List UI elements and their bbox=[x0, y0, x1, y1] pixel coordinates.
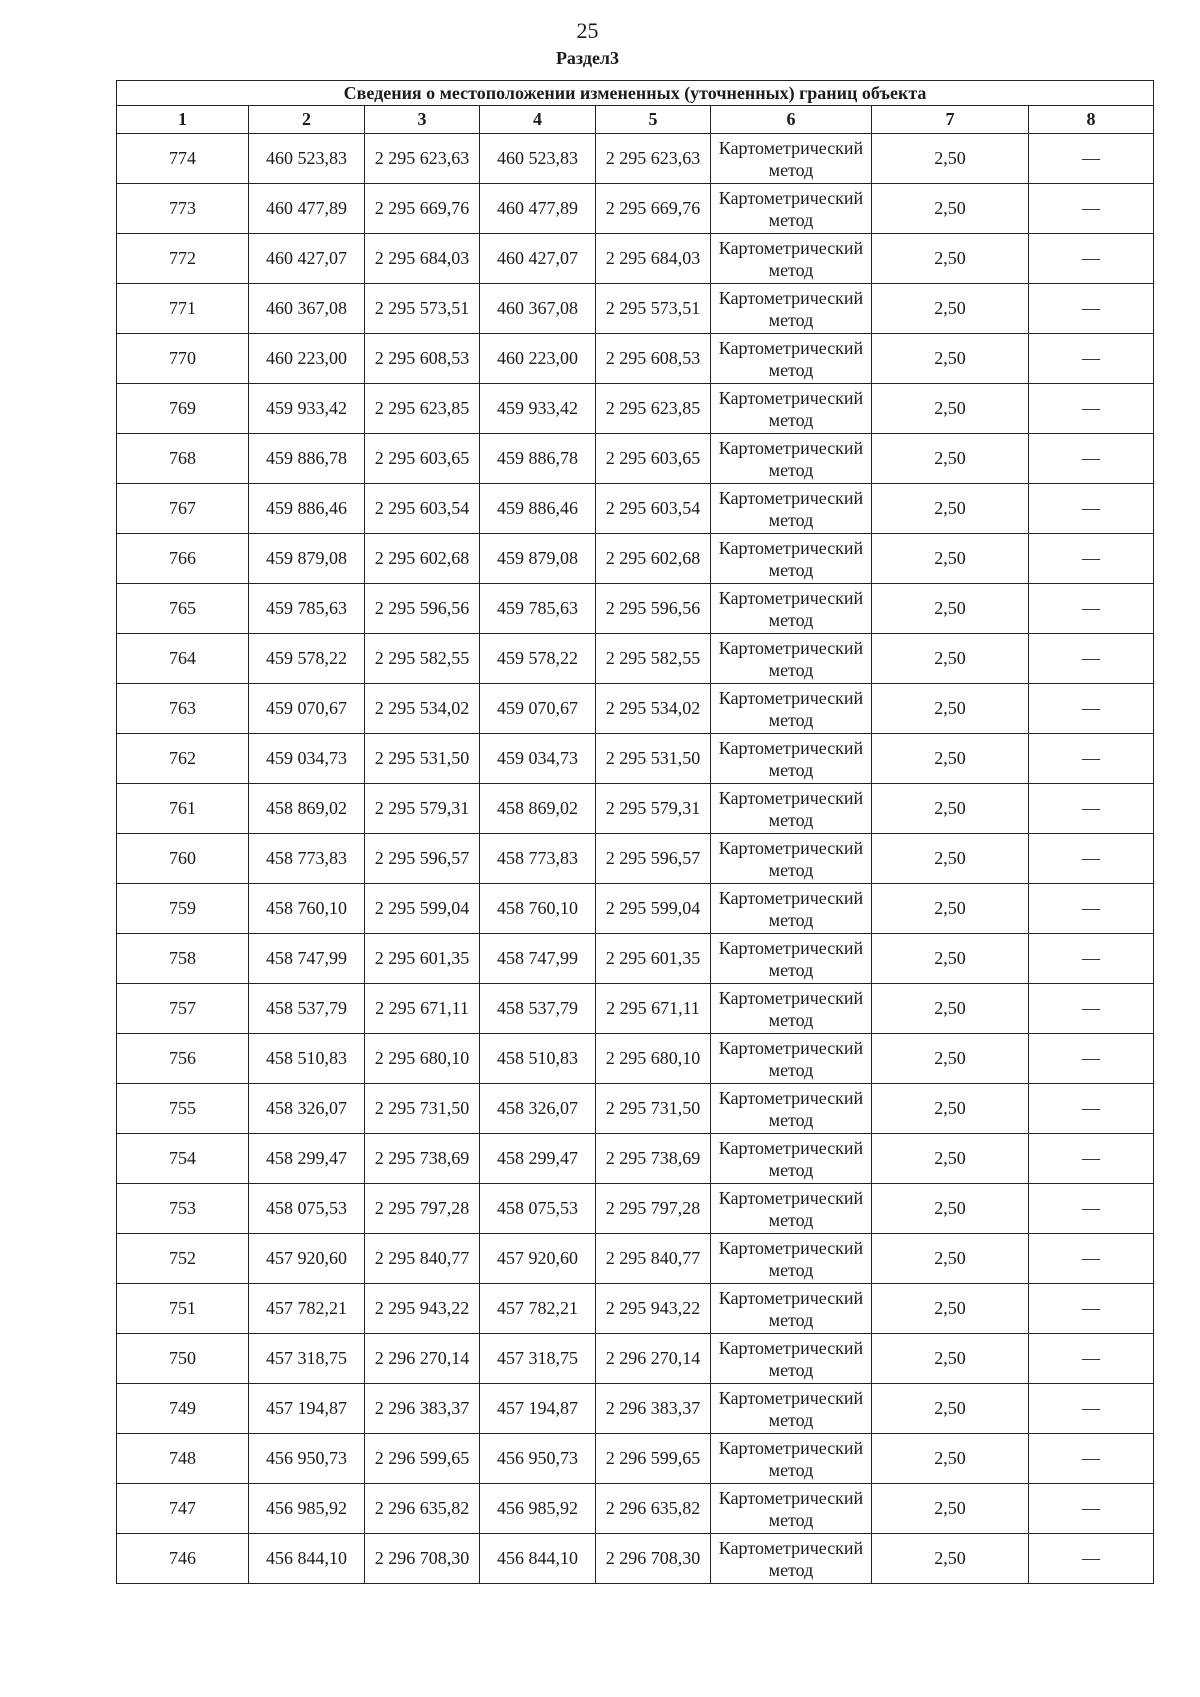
method-cell: Картометрический метод bbox=[711, 1534, 872, 1584]
method-cell: Картометрический метод bbox=[711, 984, 872, 1034]
y-refined-cell: 2 295 582,55 bbox=[596, 634, 711, 684]
precision-cell: 2,50 bbox=[872, 484, 1029, 534]
y-existing-cell: 2 295 573,51 bbox=[365, 284, 480, 334]
x-refined-cell: 457 920,60 bbox=[480, 1234, 596, 1284]
note-cell: — bbox=[1029, 334, 1154, 384]
method-cell: Картометрический метод bbox=[711, 234, 872, 284]
x-existing-cell: 458 773,83 bbox=[249, 834, 365, 884]
x-refined-cell: 459 886,78 bbox=[480, 434, 596, 484]
y-refined-cell: 2 295 671,11 bbox=[596, 984, 711, 1034]
note-cell: — bbox=[1029, 384, 1154, 434]
x-existing-cell: 456 985,92 bbox=[249, 1484, 365, 1534]
method-cell: Картометрический метод bbox=[711, 1384, 872, 1434]
column-number: 7 bbox=[872, 106, 1029, 134]
y-existing-cell: 2 295 582,55 bbox=[365, 634, 480, 684]
method-cell: Картометрический метод bbox=[711, 134, 872, 184]
x-refined-cell: 458 747,99 bbox=[480, 934, 596, 984]
x-refined-cell: 460 427,07 bbox=[480, 234, 596, 284]
y-refined-cell: 2 295 531,50 bbox=[596, 734, 711, 784]
note-cell: — bbox=[1029, 1134, 1154, 1184]
note-cell: — bbox=[1029, 984, 1154, 1034]
x-refined-cell: 459 034,73 bbox=[480, 734, 596, 784]
precision-cell: 2,50 bbox=[872, 884, 1029, 934]
y-existing-cell: 2 295 669,76 bbox=[365, 184, 480, 234]
y-existing-cell: 2 295 531,50 bbox=[365, 734, 480, 784]
page-number: 25 bbox=[576, 18, 599, 43]
x-existing-cell: 456 844,10 bbox=[249, 1534, 365, 1584]
x-existing-cell: 456 950,73 bbox=[249, 1434, 365, 1484]
precision-cell: 2,50 bbox=[872, 1284, 1029, 1334]
y-refined-cell: 2 295 596,57 bbox=[596, 834, 711, 884]
y-refined-cell: 2 295 534,02 bbox=[596, 684, 711, 734]
x-refined-cell: 458 510,83 bbox=[480, 1034, 596, 1084]
precision-cell: 2,50 bbox=[872, 1184, 1029, 1234]
note-cell: — bbox=[1029, 884, 1154, 934]
y-refined-cell: 2 295 579,31 bbox=[596, 784, 711, 834]
x-existing-cell: 457 194,87 bbox=[249, 1384, 365, 1434]
point-number-cell: 774 bbox=[117, 134, 249, 184]
y-refined-cell: 2 295 680,10 bbox=[596, 1034, 711, 1084]
precision-cell: 2,50 bbox=[872, 1084, 1029, 1134]
y-existing-cell: 2 295 603,65 bbox=[365, 434, 480, 484]
note-cell: — bbox=[1029, 684, 1154, 734]
method-cell: Картометрический метод bbox=[711, 284, 872, 334]
table-row bbox=[117, 334, 1154, 384]
note-cell: — bbox=[1029, 234, 1154, 284]
point-number-cell: 761 bbox=[117, 784, 249, 834]
precision-cell: 2,50 bbox=[872, 234, 1029, 284]
method-cell: Картометрический метод bbox=[711, 1084, 872, 1134]
precision-cell: 2,50 bbox=[872, 684, 1029, 734]
x-existing-cell: 458 326,07 bbox=[249, 1084, 365, 1134]
note-cell: — bbox=[1029, 1334, 1154, 1384]
x-refined-cell: 460 477,89 bbox=[480, 184, 596, 234]
point-number-cell: 767 bbox=[117, 484, 249, 534]
y-refined-cell: 2 295 596,56 bbox=[596, 584, 711, 634]
y-refined-cell: 2 295 840,77 bbox=[596, 1234, 711, 1284]
table-row bbox=[117, 1334, 1154, 1384]
y-existing-cell: 2 295 738,69 bbox=[365, 1134, 480, 1184]
table-row bbox=[117, 1384, 1154, 1434]
y-existing-cell: 2 295 601,35 bbox=[365, 934, 480, 984]
y-existing-cell: 2 295 943,22 bbox=[365, 1284, 480, 1334]
y-refined-cell: 2 296 383,37 bbox=[596, 1384, 711, 1434]
table-row bbox=[117, 1484, 1154, 1534]
x-refined-cell: 457 194,87 bbox=[480, 1384, 596, 1434]
point-number-cell: 757 bbox=[117, 984, 249, 1034]
note-cell: — bbox=[1029, 1434, 1154, 1484]
precision-cell: 2,50 bbox=[872, 1484, 1029, 1534]
y-existing-cell: 2 295 731,50 bbox=[365, 1084, 480, 1134]
method-cell: Картометрический метод bbox=[711, 1184, 872, 1234]
y-refined-cell: 2 296 635,82 bbox=[596, 1484, 711, 1534]
note-cell: — bbox=[1029, 1234, 1154, 1284]
y-refined-cell: 2 295 684,03 bbox=[596, 234, 711, 284]
y-existing-cell: 2 295 602,68 bbox=[365, 534, 480, 584]
point-number-cell: 758 bbox=[117, 934, 249, 984]
x-refined-cell: 459 879,08 bbox=[480, 534, 596, 584]
method-cell: Картометрический метод bbox=[711, 784, 872, 834]
table-row bbox=[117, 684, 1154, 734]
x-existing-cell: 458 760,10 bbox=[249, 884, 365, 934]
point-number-cell: 752 bbox=[117, 1234, 249, 1284]
point-number-cell: 746 bbox=[117, 1534, 249, 1584]
x-existing-cell: 459 578,22 bbox=[249, 634, 365, 684]
table-row bbox=[117, 934, 1154, 984]
precision-cell: 2,50 bbox=[872, 1134, 1029, 1184]
point-number-cell: 770 bbox=[117, 334, 249, 384]
column-number: 4 bbox=[480, 106, 596, 134]
point-number-cell: 771 bbox=[117, 284, 249, 334]
method-cell: Картометрический метод bbox=[711, 834, 872, 884]
column-number: 1 bbox=[117, 106, 249, 134]
x-refined-cell: 460 223,00 bbox=[480, 334, 596, 384]
table-row bbox=[117, 1084, 1154, 1134]
x-existing-cell: 459 886,46 bbox=[249, 484, 365, 534]
note-cell: — bbox=[1029, 484, 1154, 534]
x-existing-cell: 459 070,67 bbox=[249, 684, 365, 734]
precision-cell: 2,50 bbox=[872, 534, 1029, 584]
method-cell: Картометрический метод bbox=[711, 1484, 872, 1534]
x-existing-cell: 458 299,47 bbox=[249, 1134, 365, 1184]
precision-cell: 2,50 bbox=[872, 1384, 1029, 1434]
x-existing-cell: 457 318,75 bbox=[249, 1334, 365, 1384]
y-refined-cell: 2 295 608,53 bbox=[596, 334, 711, 384]
y-existing-cell: 2 295 671,11 bbox=[365, 984, 480, 1034]
table-row bbox=[117, 534, 1154, 584]
note-cell: — bbox=[1029, 184, 1154, 234]
method-cell: Картометрический метод bbox=[711, 434, 872, 484]
y-refined-cell: 2 296 708,30 bbox=[596, 1534, 711, 1584]
y-refined-cell: 2 295 573,51 bbox=[596, 284, 711, 334]
y-existing-cell: 2 295 596,56 bbox=[365, 584, 480, 634]
note-cell: — bbox=[1029, 634, 1154, 684]
y-existing-cell: 2 295 596,57 bbox=[365, 834, 480, 884]
note-cell: — bbox=[1029, 934, 1154, 984]
note-cell: — bbox=[1029, 1534, 1154, 1584]
point-number-cell: 764 bbox=[117, 634, 249, 684]
note-cell: — bbox=[1029, 784, 1154, 834]
x-refined-cell: 458 773,83 bbox=[480, 834, 596, 884]
x-existing-cell: 459 933,42 bbox=[249, 384, 365, 434]
x-existing-cell: 460 367,08 bbox=[249, 284, 365, 334]
method-cell: Картометрический метод bbox=[711, 1284, 872, 1334]
x-refined-cell: 458 869,02 bbox=[480, 784, 596, 834]
point-number-cell: 768 bbox=[117, 434, 249, 484]
method-cell: Картометрический метод bbox=[711, 684, 872, 734]
note-cell: — bbox=[1029, 1284, 1154, 1334]
precision-cell: 2,50 bbox=[872, 734, 1029, 784]
table-row bbox=[117, 1034, 1154, 1084]
column-number: 3 bbox=[365, 106, 480, 134]
coordinates-table bbox=[116, 80, 1154, 1584]
precision-cell: 2,50 bbox=[872, 1534, 1029, 1584]
table-row bbox=[117, 1134, 1154, 1184]
x-existing-cell: 459 785,63 bbox=[249, 584, 365, 634]
method-cell: Картометрический метод bbox=[711, 934, 872, 984]
point-number-cell: 766 bbox=[117, 534, 249, 584]
table-row bbox=[117, 284, 1154, 334]
y-existing-cell: 2 296 635,82 bbox=[365, 1484, 480, 1534]
point-number-cell: 756 bbox=[117, 1034, 249, 1084]
precision-cell: 2,50 bbox=[872, 134, 1029, 184]
point-number-cell: 772 bbox=[117, 234, 249, 284]
table-row bbox=[117, 734, 1154, 784]
point-number-cell: 762 bbox=[117, 734, 249, 784]
method-cell: Картометрический метод bbox=[711, 534, 872, 584]
note-cell: — bbox=[1029, 1034, 1154, 1084]
method-cell: Картометрический метод bbox=[711, 184, 872, 234]
note-cell: — bbox=[1029, 284, 1154, 334]
y-refined-cell: 2 295 738,69 bbox=[596, 1134, 711, 1184]
point-number-cell: 759 bbox=[117, 884, 249, 934]
x-refined-cell: 459 785,63 bbox=[480, 584, 596, 634]
y-refined-cell: 2 296 270,14 bbox=[596, 1334, 711, 1384]
x-existing-cell: 460 223,00 bbox=[249, 334, 365, 384]
table-row bbox=[117, 1284, 1154, 1334]
point-number-cell: 754 bbox=[117, 1134, 249, 1184]
note-cell: — bbox=[1029, 534, 1154, 584]
method-cell: Картометрический метод bbox=[711, 1434, 872, 1484]
x-existing-cell: 459 034,73 bbox=[249, 734, 365, 784]
x-refined-cell: 458 760,10 bbox=[480, 884, 596, 934]
point-number-cell: 747 bbox=[117, 1484, 249, 1534]
y-existing-cell: 2 295 608,53 bbox=[365, 334, 480, 384]
method-cell: Картометрический метод bbox=[711, 634, 872, 684]
x-existing-cell: 460 523,83 bbox=[249, 134, 365, 184]
point-number-cell: 748 bbox=[117, 1434, 249, 1484]
x-existing-cell: 459 886,78 bbox=[249, 434, 365, 484]
note-cell: — bbox=[1029, 434, 1154, 484]
y-existing-cell: 2 295 603,54 bbox=[365, 484, 480, 534]
y-refined-cell: 2 295 943,22 bbox=[596, 1284, 711, 1334]
method-cell: Картометрический метод bbox=[711, 484, 872, 534]
precision-cell: 2,50 bbox=[872, 384, 1029, 434]
point-number-cell: 750 bbox=[117, 1334, 249, 1384]
y-existing-cell: 2 295 680,10 bbox=[365, 1034, 480, 1084]
column-number-row bbox=[117, 106, 1154, 134]
table-row bbox=[117, 984, 1154, 1034]
table-caption: Сведения о местоположении измененных (уточненных) границ объекта bbox=[117, 81, 1154, 106]
precision-cell: 2,50 bbox=[872, 634, 1029, 684]
precision-cell: 2,50 bbox=[872, 1434, 1029, 1484]
x-existing-cell: 459 879,08 bbox=[249, 534, 365, 584]
y-refined-cell: 2 295 623,85 bbox=[596, 384, 711, 434]
table-row bbox=[117, 184, 1154, 234]
point-number-cell: 753 bbox=[117, 1184, 249, 1234]
table-body bbox=[117, 134, 1154, 1584]
point-number-cell: 749 bbox=[117, 1384, 249, 1434]
method-cell: Картометрический метод bbox=[711, 1034, 872, 1084]
note-cell: — bbox=[1029, 584, 1154, 634]
note-cell: — bbox=[1029, 734, 1154, 784]
point-number-cell: 763 bbox=[117, 684, 249, 734]
x-refined-cell: 460 367,08 bbox=[480, 284, 596, 334]
y-refined-cell: 2 295 601,35 bbox=[596, 934, 711, 984]
y-existing-cell: 2 296 270,14 bbox=[365, 1334, 480, 1384]
x-existing-cell: 458 510,83 bbox=[249, 1034, 365, 1084]
table-row bbox=[117, 884, 1154, 934]
x-refined-cell: 456 844,10 bbox=[480, 1534, 596, 1584]
y-refined-cell: 2 295 599,04 bbox=[596, 884, 711, 934]
point-number-cell: 773 bbox=[117, 184, 249, 234]
x-existing-cell: 458 075,53 bbox=[249, 1184, 365, 1234]
table-row bbox=[117, 484, 1154, 534]
column-number: 5 bbox=[596, 106, 711, 134]
method-cell: Картометрический метод bbox=[711, 1134, 872, 1184]
y-existing-cell: 2 296 708,30 bbox=[365, 1534, 480, 1584]
precision-cell: 2,50 bbox=[872, 984, 1029, 1034]
precision-cell: 2,50 bbox=[872, 1034, 1029, 1084]
precision-cell: 2,50 bbox=[872, 934, 1029, 984]
note-cell: — bbox=[1029, 134, 1154, 184]
y-existing-cell: 2 295 684,03 bbox=[365, 234, 480, 284]
y-refined-cell: 2 295 731,50 bbox=[596, 1084, 711, 1134]
method-cell: Картометрический метод bbox=[711, 884, 872, 934]
table-row bbox=[117, 234, 1154, 284]
method-cell: Картометрический метод bbox=[711, 384, 872, 434]
section-title: Раздел3 bbox=[555, 48, 620, 68]
column-number: 6 bbox=[711, 106, 872, 134]
column-number: 8 bbox=[1029, 106, 1154, 134]
precision-cell: 2,50 bbox=[872, 784, 1029, 834]
y-existing-cell: 2 295 623,85 bbox=[365, 384, 480, 434]
point-number-cell: 765 bbox=[117, 584, 249, 634]
table-row bbox=[117, 834, 1154, 884]
x-existing-cell: 458 747,99 bbox=[249, 934, 365, 984]
y-refined-cell: 2 295 603,65 bbox=[596, 434, 711, 484]
x-refined-cell: 459 886,46 bbox=[480, 484, 596, 534]
precision-cell: 2,50 bbox=[872, 834, 1029, 884]
method-cell: Картометрический метод bbox=[711, 584, 872, 634]
precision-cell: 2,50 bbox=[872, 584, 1029, 634]
note-cell: — bbox=[1029, 1484, 1154, 1534]
method-cell: Картометрический метод bbox=[711, 734, 872, 784]
point-number-cell: 769 bbox=[117, 384, 249, 434]
x-refined-cell: 459 933,42 bbox=[480, 384, 596, 434]
x-refined-cell: 458 537,79 bbox=[480, 984, 596, 1034]
precision-cell: 2,50 bbox=[872, 1334, 1029, 1384]
x-refined-cell: 457 782,21 bbox=[480, 1284, 596, 1334]
table-row bbox=[117, 1534, 1154, 1584]
y-refined-cell: 2 296 599,65 bbox=[596, 1434, 711, 1484]
note-cell: — bbox=[1029, 1184, 1154, 1234]
x-existing-cell: 457 920,60 bbox=[249, 1234, 365, 1284]
x-existing-cell: 460 427,07 bbox=[249, 234, 365, 284]
table-row bbox=[117, 1184, 1154, 1234]
y-existing-cell: 2 296 383,37 bbox=[365, 1384, 480, 1434]
x-refined-cell: 459 578,22 bbox=[480, 634, 596, 684]
x-refined-cell: 459 070,67 bbox=[480, 684, 596, 734]
y-existing-cell: 2 296 599,65 bbox=[365, 1434, 480, 1484]
table-row bbox=[117, 384, 1154, 434]
y-refined-cell: 2 295 669,76 bbox=[596, 184, 711, 234]
table-row bbox=[117, 634, 1154, 684]
table-row bbox=[117, 434, 1154, 484]
y-refined-cell: 2 295 623,63 bbox=[596, 134, 711, 184]
method-cell: Картометрический метод bbox=[711, 334, 872, 384]
precision-cell: 2,50 bbox=[872, 284, 1029, 334]
note-cell: — bbox=[1029, 1084, 1154, 1134]
x-refined-cell: 460 523,83 bbox=[480, 134, 596, 184]
y-refined-cell: 2 295 603,54 bbox=[596, 484, 711, 534]
table-row bbox=[117, 584, 1154, 634]
point-number-cell: 751 bbox=[117, 1284, 249, 1334]
y-existing-cell: 2 295 623,63 bbox=[365, 134, 480, 184]
x-existing-cell: 457 782,21 bbox=[249, 1284, 365, 1334]
y-existing-cell: 2 295 840,77 bbox=[365, 1234, 480, 1284]
x-existing-cell: 458 869,02 bbox=[249, 784, 365, 834]
note-cell: — bbox=[1029, 834, 1154, 884]
column-number: 2 bbox=[249, 106, 365, 134]
precision-cell: 2,50 bbox=[872, 184, 1029, 234]
y-existing-cell: 2 295 797,28 bbox=[365, 1184, 480, 1234]
x-refined-cell: 458 326,07 bbox=[480, 1084, 596, 1134]
x-existing-cell: 460 477,89 bbox=[249, 184, 365, 234]
x-refined-cell: 456 950,73 bbox=[480, 1434, 596, 1484]
method-cell: Картометрический метод bbox=[711, 1334, 872, 1384]
precision-cell: 2,50 bbox=[872, 434, 1029, 484]
point-number-cell: 760 bbox=[117, 834, 249, 884]
y-existing-cell: 2 295 579,31 bbox=[365, 784, 480, 834]
table-row bbox=[117, 1234, 1154, 1284]
x-refined-cell: 458 299,47 bbox=[480, 1134, 596, 1184]
y-refined-cell: 2 295 797,28 bbox=[596, 1184, 711, 1234]
y-refined-cell: 2 295 602,68 bbox=[596, 534, 711, 584]
table-row bbox=[117, 134, 1154, 184]
x-refined-cell: 456 985,92 bbox=[480, 1484, 596, 1534]
precision-cell: 2,50 bbox=[872, 1234, 1029, 1284]
note-cell: — bbox=[1029, 1384, 1154, 1434]
table-row bbox=[117, 784, 1154, 834]
y-existing-cell: 2 295 534,02 bbox=[365, 684, 480, 734]
x-refined-cell: 458 075,53 bbox=[480, 1184, 596, 1234]
method-cell: Картометрический метод bbox=[711, 1234, 872, 1284]
precision-cell: 2,50 bbox=[872, 334, 1029, 384]
x-existing-cell: 458 537,79 bbox=[249, 984, 365, 1034]
point-number-cell: 755 bbox=[117, 1084, 249, 1134]
y-existing-cell: 2 295 599,04 bbox=[365, 884, 480, 934]
x-refined-cell: 457 318,75 bbox=[480, 1334, 596, 1384]
table-row bbox=[117, 1434, 1154, 1484]
